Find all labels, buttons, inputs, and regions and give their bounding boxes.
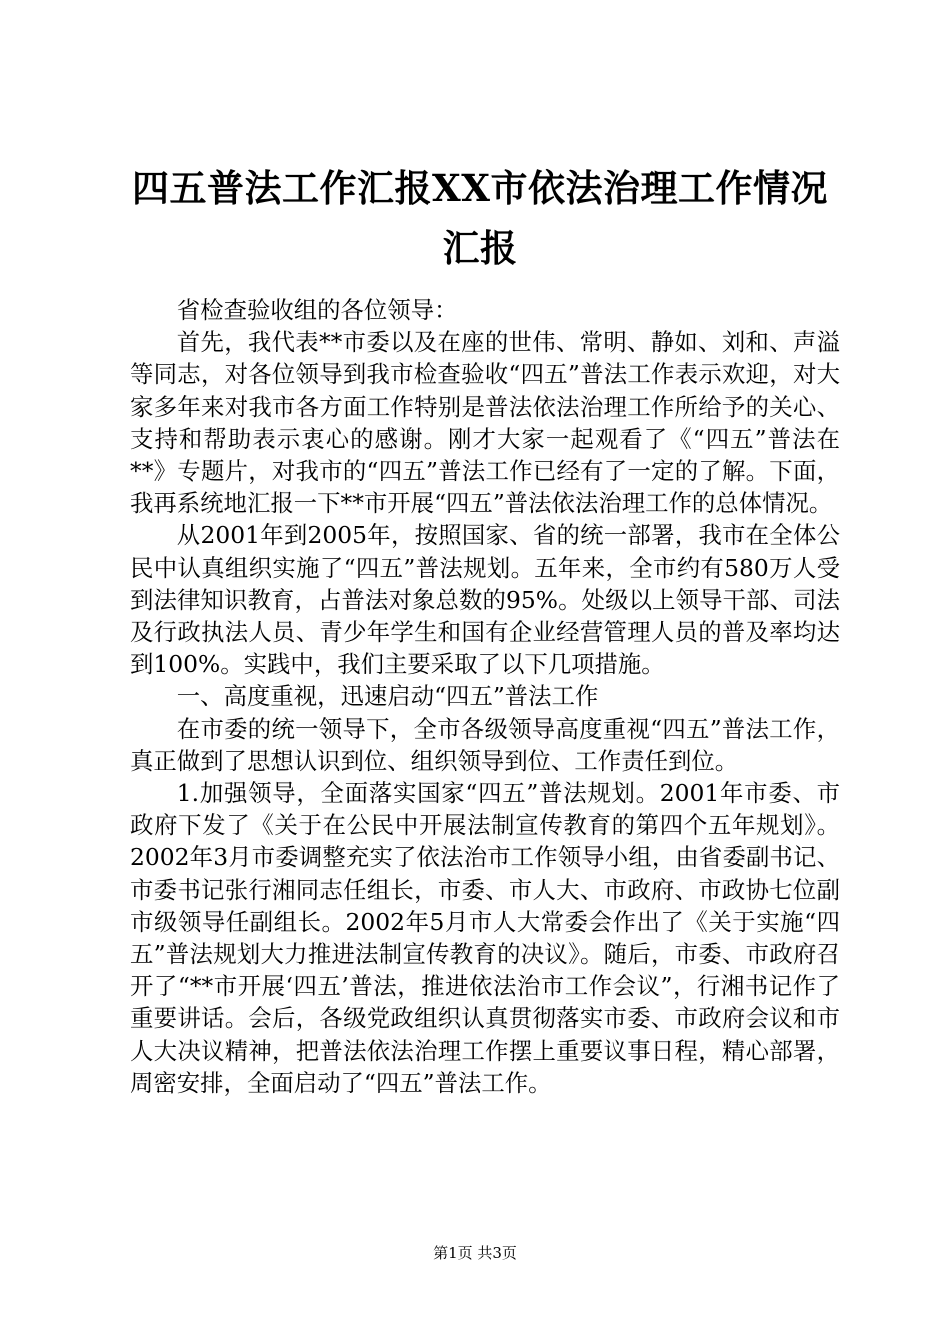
section-heading: 一、高度重视，迅速启动“四五”普法工作 <box>176 682 599 711</box>
document-title: 四五普法工作汇报XX市依法治理工作情况汇报 <box>132 166 828 270</box>
salutation-paragraph: 省检查验收组的各位领导： <box>176 296 458 324</box>
intro-paragraph: 首先，我代表**市委以及在座的世伟、常明、静如、刘和、声溢等同志，对各位领导到我市检查验收“四五”普法工作表示欢迎，对大家多年来对我市各方面工作特别是普法依法治理工作所给予的关心、支持和帮助表示衷心的感谢。刚才大家一起观看了《“四五”普法在**》专题片，对我市的“四五”普法工作已经有了一定的了解。下面，我再系统地汇报一下**市开展“四五”普法依法治理工作的总体情况。 <box>130 328 840 518</box>
section-summary-paragraph: 在市委的统一领导下，全市各级领导高度重视“四五”普法工作，真正做到了思想认识到位、组织领导到位、工作责任到位。 <box>130 714 840 775</box>
page-footer: 第1页 共3页 <box>433 1244 517 1262</box>
document-body <box>130 294 840 1099</box>
measure-1-paragraph: 1.加强领导，全面落实国家“四五”普法规划。2001年市委、市政府下发了《关于在公民中开展法制宣传教育的第四个五年规划》。2002年3月市委调整充实了依法治市工作领导小组，由省委副书记、市委书记张行湘同志任组长，市委、市人大、市政府、市政协七位副市级领导任副组长。2002年5月市人大常委会作出了《关于实施“四五”普法规划大力推进法制宣传教育的决议》。随后，市委、市政府召开了“**市开展‘四五’普法，推进依法治市工作会议”，行湘书记作了重要讲话。会后，各级党政组织认真贯彻落实市委、市政府会议和市人大决议精神，把普法依法治理工作摆上重要议事日程，精心部署，周密安排，全面启动了“四五”普法工作。 <box>130 779 840 1097</box>
overview-paragraph: 从2001年到2005年，按照国家、省的统一部署，我市在全体公民中认真组织实施了“四五”普法规划。五年来，全市约有580万人受到法律知识教育，占普法对象总数的95%。处级以上领导干部、司法及行政执法人员、青少年学生和国有企业经营管理人员的普及率均达到100%。实践中，我们主要采取了以下几项措施。 <box>130 521 840 679</box>
